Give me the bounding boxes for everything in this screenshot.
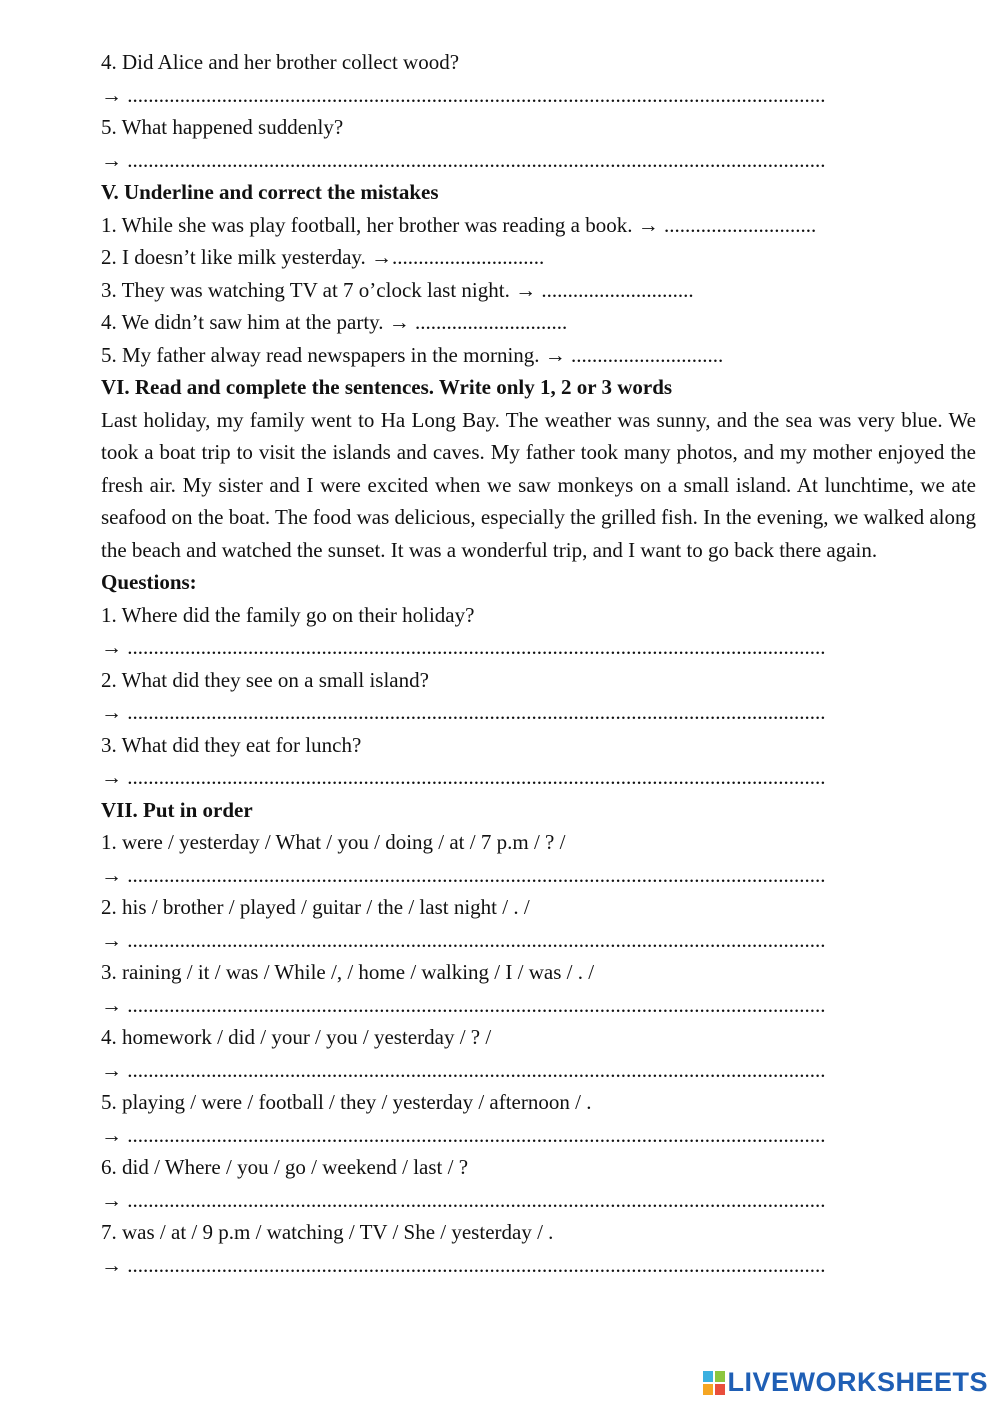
mistake-item-2[interactable]: 2. I doesn’t like milk yesterday. →............................. [101, 245, 545, 269]
order-question-3: 3. raining / it / was / While /, / home / walking / I / was / . / [101, 960, 595, 984]
order-question-5: 5. playing / were / football / they / yesterday / afternoon / . [101, 1090, 592, 1114]
order-question-2: 2. his / brother / played / guitar / the / last night / . / [101, 895, 530, 919]
answer-line-4[interactable]: → ..................................................................................................................................... [101, 82, 826, 107]
reading-question-1: 1. Where did the family go on their holiday? [101, 602, 475, 627]
order-answer-3[interactable]: → ..................................................................................................................................... [101, 992, 826, 1017]
order-question-7: 7. was / at / 9 p.m / watching / TV / She / yesterday / . [101, 1220, 554, 1244]
order-question-6: 6. did / Where / you / go / weekend / last / ? [101, 1155, 469, 1179]
order-answer-4[interactable]: → ..................................................................................................................................... [101, 1057, 826, 1082]
liveworksheets-logo-text: LIVEWORKSHEETS [727, 1367, 988, 1397]
reading-passage: Last holiday, my family went to Ha Long Bay. The weather was sunny, and the sea was very blue. We took a boat trip to visit the islands and caves. My father took many photos, and my mother enjoyed the fresh air. My sister and I were excited when we saw monkeys on a small island. At lunchtime, we ate seafood on the boat. The food was delicious, especially the grilled fish. In the evening, we walked along the beach and watched the sunset. It was a wonderful trip, and I want to go back there again. [101, 407, 976, 562]
reading-answer-3[interactable]: → ..................................................................................................................................... [101, 765, 826, 789]
section-vii-title: VII. Put in order [101, 797, 253, 822]
liveworksheets-logo-icon [703, 1371, 725, 1395]
questions-label: Questions: [101, 570, 197, 594]
mistake-item-4[interactable]: 4. We didn’t saw him at the party. → ............................. [101, 310, 568, 334]
question-4: 4. Did Alice and her brother collect wood? [101, 50, 460, 74]
liveworksheets-logo [703, 1367, 988, 1398]
reading-answer-1[interactable]: → ..................................................................................................................................... [101, 635, 826, 659]
order-answer-6[interactable]: → ..................................................................................................................................... [101, 1187, 826, 1212]
reading-question-3: 3. What did they eat for lunch? [101, 732, 362, 757]
order-question-1: 1. were / yesterday / What / you / doing / at / 7 p.m / ? / [101, 830, 566, 854]
mistake-item-3[interactable]: 3. They was watching TV at 7 o’clock last night. → ............................. [101, 277, 694, 302]
mistake-item-5[interactable]: 5. My father alway read newspapers in the morning. → ............................. [101, 342, 724, 367]
answer-line-5[interactable]: → ..................................................................................................................................... [101, 147, 826, 172]
reading-answer-2[interactable]: → ..................................................................................................................................... [101, 700, 826, 724]
reading-question-2: 2. What did they see on a small island? [101, 667, 429, 692]
mistake-item-1[interactable]: 1. While she was play football, her brother was reading a book. → ............................. [101, 212, 817, 237]
order-answer-5[interactable]: → ..................................................................................................................................... [101, 1122, 826, 1147]
order-answer-2[interactable]: → ..................................................................................................................................... [101, 927, 826, 952]
question-5: 5. What happened suddenly? [101, 115, 344, 139]
order-answer-1[interactable]: → ..................................................................................................................................... [101, 862, 826, 887]
section-v-title: V. Underline and correct the mistakes [101, 180, 439, 204]
order-answer-7[interactable]: → ..................................................................................................................................... [101, 1252, 826, 1277]
section-vi-title: VI. Read and complete the sentences. Write only 1, 2 or 3 words [101, 375, 673, 399]
worksheet-page [101, 46, 976, 1281]
order-question-4: 4. homework / did / your / you / yesterday / ? / [101, 1025, 492, 1049]
